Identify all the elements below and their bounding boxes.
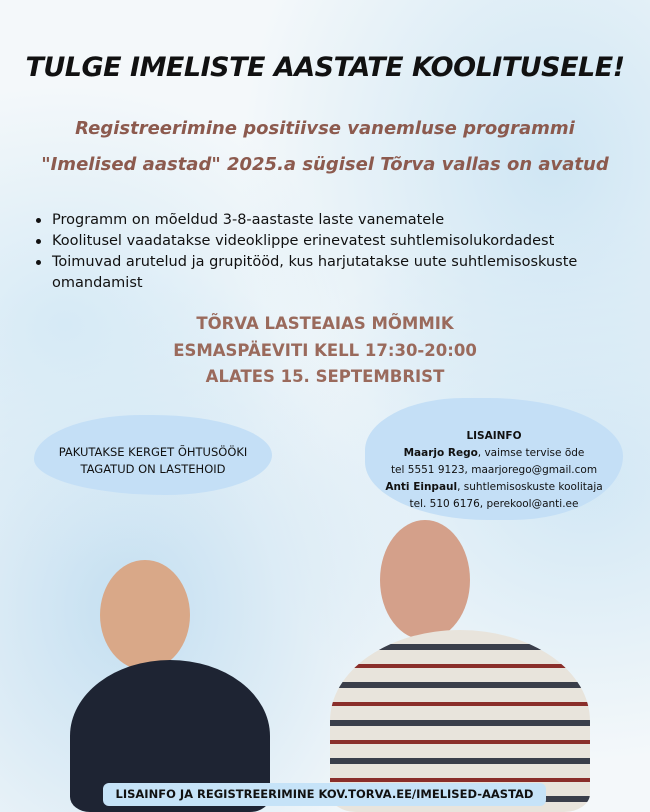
bullet-item: Programm on mõeldud 3-8-aastaste laste vanematele (34, 210, 624, 231)
contact-name-2: Anti Einpaul (385, 481, 458, 493)
contact-name-1: Maarjo Rego (403, 447, 478, 459)
contact-line-2: tel. 510 6176, perekool@anti.ee (409, 498, 579, 510)
offer-line: TAGATUD ON LASTEHOID (80, 462, 226, 476)
person-2-head (380, 520, 470, 640)
schedule: ESMASPÄEVITI KELL 17:30-20:00 (173, 341, 477, 360)
bullet-item: Toimuvad arutelud ja grupitööd, kus harjutatakse uute suhtlemisoskuste omandamist (34, 252, 624, 294)
location: TÕRVA LASTEAIAS MÕMMIK (196, 314, 454, 333)
contact-info (365, 428, 623, 513)
subtitle-line-1: Registreerimine positiivse vanemluse programmi (75, 118, 575, 139)
trainers-photo (60, 520, 650, 812)
registration-banner[interactable]: LISAINFO JA REGISTREERIMINE KOV.TORVA.EE/IMELISED-AASTAD (103, 783, 546, 806)
bullet-list (34, 210, 624, 294)
contact-role-1: , vaimse tervise õde (477, 447, 585, 459)
person-1-head (100, 560, 190, 670)
contact-heading: LISAINFO (466, 430, 522, 442)
subtitle-line-2: "Imelised aastad" 2025.a sügisel Tõrva vallas on avatud (41, 154, 609, 175)
bullet-item: Koolitusel vaadatakse videoklippe erinevatest suhtlemisolukordadest (34, 231, 624, 252)
contact-line-1: tel 5551 9123, maarjorego@gmail.com (390, 464, 598, 476)
start-date: ALATES 15. SEPTEMBRIST (205, 367, 445, 386)
offer-line: PAKUTAKSE KERGET ÕHTUSÖÖKI (58, 445, 248, 459)
poster-title: TULGE IMELISTE AASTATE KOOLITUSELE! (25, 52, 625, 83)
offer-text (34, 444, 272, 478)
contact-role-2: , suhtlemisoskuste koolitaja (457, 481, 603, 493)
